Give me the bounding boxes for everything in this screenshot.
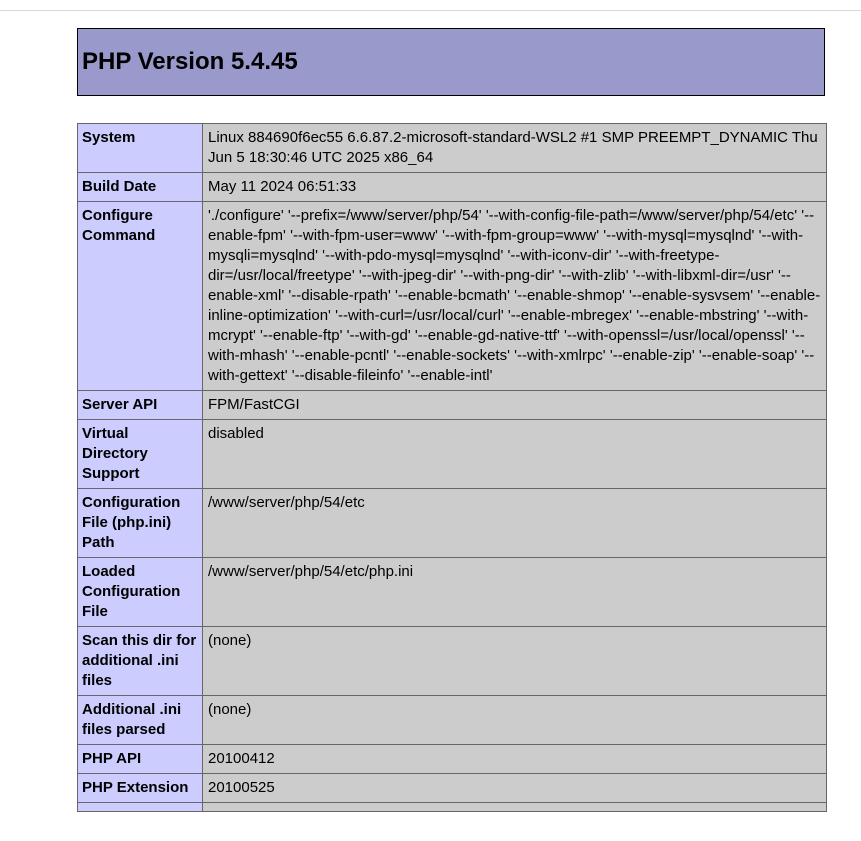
row-label (78, 803, 203, 812)
table-row (78, 489, 827, 558)
row-label: Configuration File (php.ini) Path (78, 489, 203, 558)
table-row (78, 173, 827, 202)
row-label: System (78, 124, 203, 173)
table-row (78, 627, 827, 696)
row-value: (none) (203, 627, 827, 696)
row-value: 20100412 (203, 745, 827, 774)
row-value: 20100525 (203, 774, 827, 803)
table-row-partial (78, 803, 827, 812)
row-label: Loaded Configuration File (78, 558, 203, 627)
row-label: PHP Extension (78, 774, 203, 803)
table-row (78, 420, 827, 489)
row-label: Server API (78, 391, 203, 420)
table-row (78, 696, 827, 745)
table-row (78, 558, 827, 627)
row-label: Build Date (78, 173, 203, 202)
row-label: Scan this dir for additional .ini files (78, 627, 203, 696)
table-row (78, 391, 827, 420)
table-row (78, 745, 827, 774)
row-value (203, 803, 827, 812)
row-value: disabled (203, 420, 827, 489)
php-info-table (77, 123, 827, 812)
row-value: './configure' '--prefix=/www/server/php/54' '--with-config-file-path=/www/server/php/54/etc' '--enable-fpm' '--with-fpm-user=www' '--with-fpm-group=www' '--with-mysql=mysqlnd' '--with-mysqli=mysqlnd' '--with-pdo-mysql=mysqlnd' '--with-iconv-dir' '--with-freetype-dir=/usr/local/freetype' '--with-jpeg-dir' '--with-png-dir' '--with-zlib' '--with-libxml-dir=/usr' '--enable-xml' '--disable-rpath' '--enable-bcmath' '--enable-shmop' '--enable-sysvsem' '--enable-inline-optimization' '--with-curl=/usr/local/curl' '--enable-mbregex' '--enable-mbstring' '--with-mcrypt' '--enable-ftp' '--with-gd' '--enable-gd-native-ttf' '--with-openssl=/usr/local/openssl' '--with-mhash' '--enable-pcntl' '--enable-sockets' '--with-xmlrpc' '--enable-zip' '--enable-soap' '--with-gettext' '--disable-fileinfo' '--enable-intl' (203, 202, 827, 391)
row-label: PHP API (78, 745, 203, 774)
browser-top-edge (0, 0, 861, 11)
row-label: Virtual Directory Support (78, 420, 203, 489)
row-label: Configure Command (78, 202, 203, 391)
table-row (78, 124, 827, 173)
table-row (78, 774, 827, 803)
row-value: (none) (203, 696, 827, 745)
row-value: /www/server/php/54/etc (203, 489, 827, 558)
row-value: /www/server/php/54/etc/php.ini (203, 558, 827, 627)
row-value: Linux 884690f6ec55 6.6.87.2-microsoft-standard-WSL2 #1 SMP PREEMPT_DYNAMIC Thu Jun 5 18:30:46 UTC 2025 x86_64 (203, 124, 827, 173)
page-title: PHP Version 5.4.45 (82, 48, 298, 75)
row-value: May 11 2024 06:51:33 (203, 173, 827, 202)
row-value: FPM/FastCGI (203, 391, 827, 420)
php-version-header (77, 28, 825, 96)
table-row (78, 202, 827, 391)
row-label: Additional .ini files parsed (78, 696, 203, 745)
